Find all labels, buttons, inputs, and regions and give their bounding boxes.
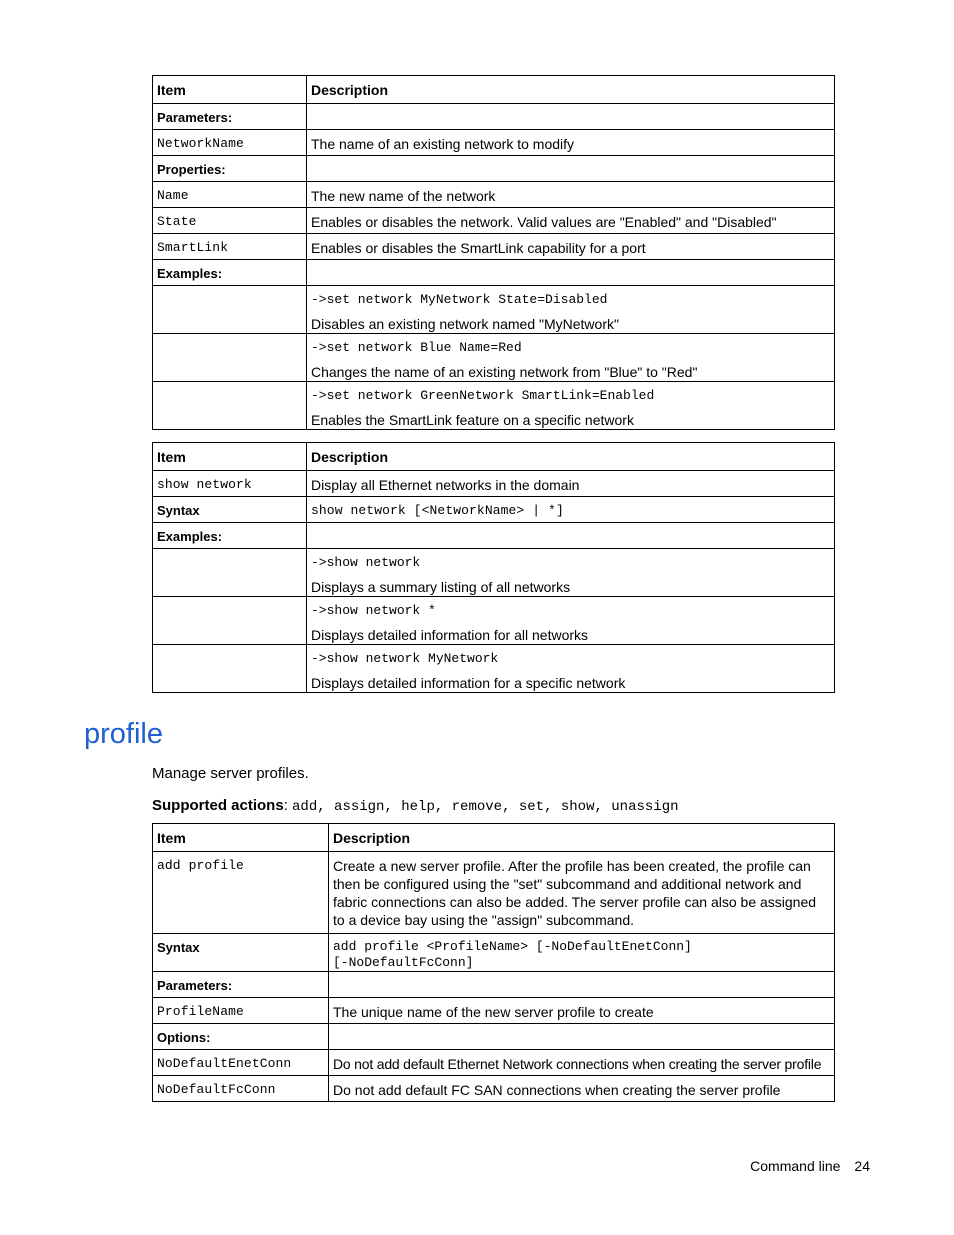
header-description: Description xyxy=(329,824,835,852)
command-description: Display all Ethernet networks in the domain xyxy=(307,471,835,497)
option-name: NoDefaultFcConn xyxy=(153,1076,329,1102)
table-row xyxy=(153,934,835,972)
table-row xyxy=(153,1050,835,1076)
example-description: Displays detailed information for all networks xyxy=(311,627,589,643)
syntax-label: Syntax xyxy=(153,497,307,523)
option-name: NoDefaultEnetConn xyxy=(153,1050,329,1076)
table-row xyxy=(153,497,835,523)
header-description: Description xyxy=(307,76,835,104)
command-name: show network xyxy=(153,471,307,497)
example-command: ->set network MyNetwork State=Disabled xyxy=(311,292,608,307)
example-command: ->show network * xyxy=(311,603,436,618)
add-profile-table xyxy=(152,823,835,1102)
section-row xyxy=(153,104,835,130)
set-network-table xyxy=(152,75,835,430)
param-description: The name of an existing network to modify xyxy=(307,130,835,156)
table-row xyxy=(153,471,835,497)
syntax-line-1: add profile <ProfileName> [-NoDefaultEnetConn] xyxy=(333,939,692,954)
header-item: Item xyxy=(153,824,329,852)
property-description: Enables or disables the SmartLink capability for a port xyxy=(307,234,835,260)
example-description: Displays a summary listing of all networks xyxy=(311,579,571,595)
section-row xyxy=(153,260,835,286)
table-row xyxy=(153,1076,835,1102)
property-name: State xyxy=(153,208,307,234)
section-intro: Manage server profiles. xyxy=(152,765,309,782)
table-row xyxy=(153,998,835,1024)
param-description: The unique name of the new server profile to create xyxy=(329,998,835,1024)
example-row xyxy=(153,334,835,382)
example-row xyxy=(153,645,835,693)
parameters-label: Parameters: xyxy=(153,972,329,998)
footer-section: Command line xyxy=(750,1158,841,1174)
supported-actions-label: Supported actions xyxy=(152,797,284,814)
show-network-table xyxy=(152,442,835,693)
section-title: profile xyxy=(84,718,163,750)
property-description: The new name of the network xyxy=(307,182,835,208)
table-row xyxy=(153,234,835,260)
examples-label: Examples: xyxy=(153,260,307,286)
example-row xyxy=(153,597,835,645)
header-description: Description xyxy=(307,443,835,471)
page-number: 24 xyxy=(854,1158,870,1174)
header-item: Item xyxy=(153,443,307,471)
table-header-row xyxy=(153,76,835,104)
syntax-line-2: [-NoDefaultFcConn] xyxy=(333,955,474,970)
property-description: Enables or disables the network. Valid values are "Enabled" and "Disabled" xyxy=(307,208,835,234)
example-command: ->show network MyNetwork xyxy=(311,651,499,666)
option-description: Do not add default FC SAN connections when creating the server profile xyxy=(329,1076,835,1102)
option-description: Do not add default Ethernet Network connections when creating the server profile xyxy=(329,1050,835,1076)
examples-label: Examples: xyxy=(153,523,307,549)
section-row xyxy=(153,972,835,998)
section-row xyxy=(153,1024,835,1050)
example-row xyxy=(153,382,835,430)
example-command: ->show network xyxy=(311,555,421,570)
example-command: ->set network Blue Name=Red xyxy=(311,340,522,355)
header-item: Item xyxy=(153,76,307,104)
example-command: ->set network GreenNetwork SmartLink=Enabled xyxy=(311,388,655,403)
param-name: ProfileName xyxy=(153,998,329,1024)
example-description: Changes the name of an existing network from "Blue" to "Red" xyxy=(311,364,698,380)
parameters-label: Parameters: xyxy=(153,104,307,130)
options-label: Options: xyxy=(153,1024,329,1050)
section-row xyxy=(153,156,835,182)
table-row xyxy=(153,130,835,156)
property-name: Name xyxy=(153,182,307,208)
command-description: Create a new server profile. After the profile has been created, the profile can then be configured using the "set" subcommand and additional network and fabric connections can also be added. The server profile can also be assigned to a device bay using the "assign" subcommand. xyxy=(329,852,835,934)
example-row xyxy=(153,286,835,334)
supported-actions-list: add, assign, help, remove, set, show, unassign xyxy=(292,799,679,815)
command-name: add profile xyxy=(153,852,329,934)
example-description: Enables the SmartLink feature on a specific network xyxy=(311,412,634,428)
table-row xyxy=(153,182,835,208)
syntax-value: show network [<NetworkName> | *] xyxy=(307,497,835,523)
syntax-label: Syntax xyxy=(153,934,329,972)
properties-label: Properties: xyxy=(153,156,307,182)
section-row xyxy=(153,523,835,549)
table-header-row xyxy=(153,443,835,471)
param-name: NetworkName xyxy=(153,130,307,156)
table-row xyxy=(153,208,835,234)
property-name: SmartLink xyxy=(153,234,307,260)
table-header-row xyxy=(153,824,835,852)
page-footer xyxy=(750,1158,870,1174)
example-description: Displays detailed information for a specific network xyxy=(311,675,626,691)
supported-actions: Supported actions: add, assign, help, remove, set, show, unassign xyxy=(152,797,679,815)
example-row xyxy=(153,549,835,597)
example-description: Disables an existing network named "MyNetwork" xyxy=(311,316,619,332)
table-row xyxy=(153,852,835,934)
